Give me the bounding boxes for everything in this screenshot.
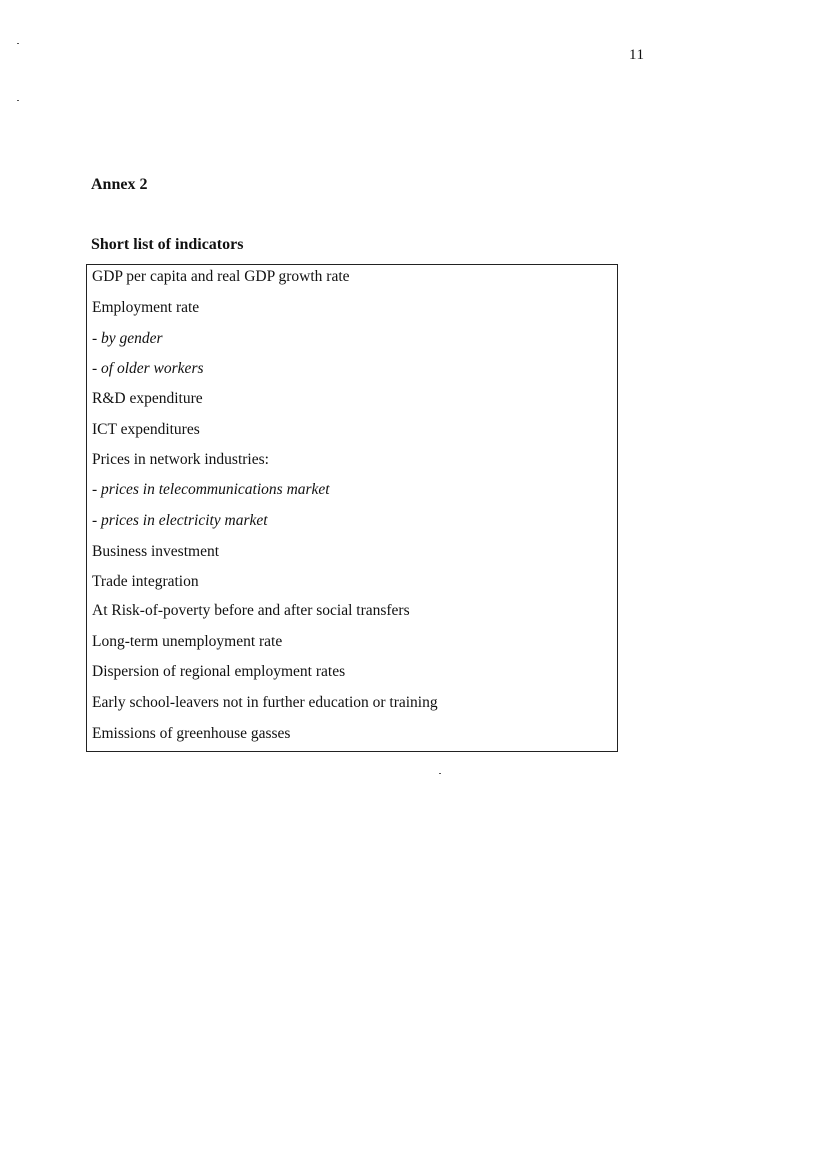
- indicator-row: GDP per capita and real GDP growth rate: [92, 268, 350, 285]
- scan-speck: [439, 773, 441, 774]
- indicator-row: - prices in telecommunications market: [92, 481, 330, 498]
- indicator-row: - of older workers: [92, 360, 204, 377]
- indicator-row: Business investment: [92, 543, 220, 560]
- annex-heading: Annex 2: [91, 176, 148, 193]
- indicator-table: [86, 264, 618, 752]
- indicator-row: Long-term unemployment rate: [92, 633, 283, 650]
- indicator-row: - prices in electricity market: [92, 512, 268, 529]
- scan-speck: [17, 43, 19, 44]
- indicator-row: - by gender: [92, 330, 163, 347]
- indicator-row: Emissions of greenhouse gasses: [92, 725, 291, 742]
- indicator-row: Employment rate: [92, 299, 200, 316]
- indicator-row: ICT expenditures: [92, 421, 200, 438]
- indicator-row: Prices in network industries:: [92, 451, 269, 468]
- scan-speck: [17, 100, 19, 101]
- list-heading: Short list of indicators: [91, 236, 244, 253]
- indicator-row: Early school-leavers not in further education or training: [92, 694, 438, 711]
- indicator-row: At Risk-of-poverty before and after social transfers: [92, 602, 410, 619]
- indicator-row: Dispersion of regional employment rates: [92, 663, 346, 680]
- indicator-row: Trade integration: [92, 573, 199, 590]
- page-number: 11: [629, 47, 645, 63]
- indicator-row: R&D expenditure: [92, 390, 203, 407]
